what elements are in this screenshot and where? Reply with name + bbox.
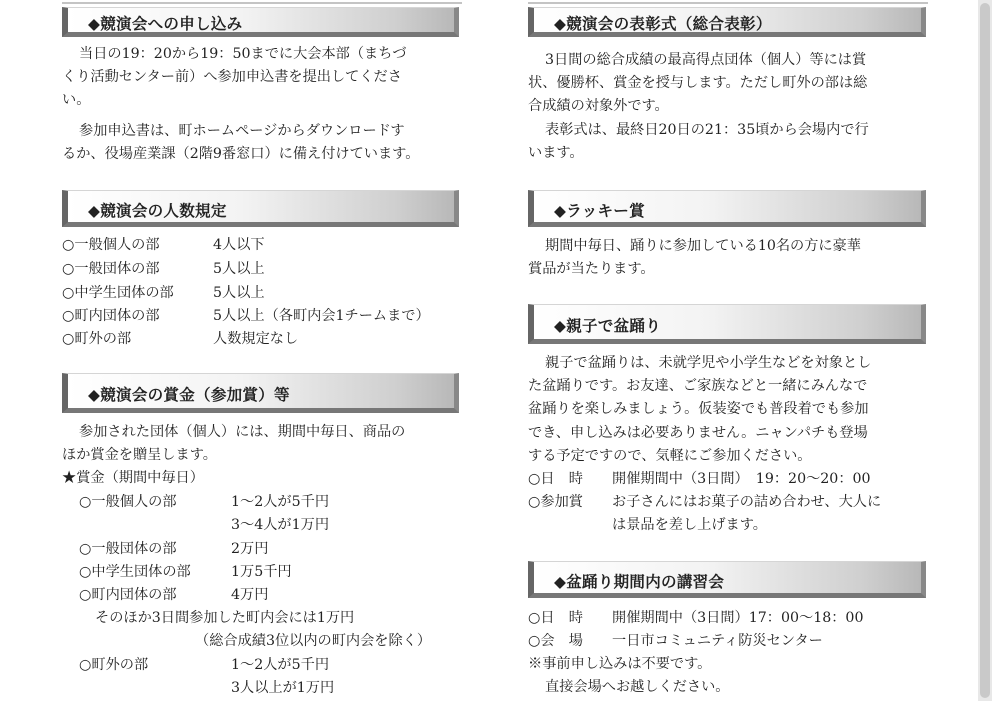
note-line: 直接会場へお越しください。 [545,679,730,695]
list-item [528,468,928,490]
paragraph-line: 期間中毎日、踊りに参加している10名の方に豪華 [545,238,861,254]
vertical-scrollbar[interactable] [978,0,992,701]
list-item [79,538,459,560]
item-value: は景品を差し上げます。 [612,517,767,533]
item-label: ○日 時 [528,471,583,487]
list-item [62,258,462,280]
subheading: ★賞金（期間中毎日） [62,470,204,486]
item-value: 2万円 [231,541,269,557]
paragraph-line: 状、優勝杯、賞金を授与します。ただし町外の部は総 [528,75,868,91]
section-header-headcount [62,190,459,227]
item-value: 5人以上 [213,261,265,277]
section-header-lucky [528,190,926,227]
item-label: ○中学生団体の部 [79,564,191,580]
section-title: ◆盆踊り期間内の講習会 [554,573,725,591]
top-divider [528,0,928,4]
list-item [62,328,462,350]
list-item [528,491,928,513]
top-divider [62,0,462,4]
item-label: ○町外の部 [79,657,149,673]
paragraph-line: 参加申込書は、町ホームページからダウンロードす [79,123,405,139]
item-label: ○町内団体の部 [79,587,177,603]
section-header-workshop [528,561,926,598]
note-line: （総合成績3位以内の町内会を除く） [195,633,432,649]
item-value: 3人以上が1万円 [231,680,335,696]
item-value: 4万円 [231,587,269,603]
item-label: ○中学生団体の部 [62,285,174,301]
paragraph-line: た盆踊りです。お友達、ご家族などと一緒にみんなで [528,378,868,394]
note-line: ※事前申し込みは不要です。 [528,656,712,672]
list-item [79,584,459,606]
list-item [79,654,459,676]
item-value: 1～2人が5千円 [231,494,330,510]
section-title: ◆親子で盆踊り [554,317,662,335]
item-value: 1万5千円 [231,564,292,580]
item-value: 開催期間中（3日間） 19：20～20：00 [612,471,871,487]
paragraph-line: 表彰式は、最終日20日の21：35頃から会場内で行 [545,122,869,138]
paragraph-line: 盆踊りを楽しみましょう。仮装姿でも普段着でも参加 [528,401,869,417]
item-value: 開催期間中（3日間）17：00～18：00 [612,610,864,626]
item-value: お子さんにはお菓子の詰め合わせ、大人に [612,494,882,510]
item-label: ○町内団体の部 [62,308,160,324]
section-header-award [528,7,926,37]
list-item [79,491,459,513]
item-value: 5人以上 [213,285,265,301]
section-header-family [528,304,926,344]
list-item [528,630,928,652]
section-title: ◆ラッキー賞 [554,202,645,220]
item-label: ○日 時 [528,610,583,626]
item-label: ○町外の部 [62,331,132,347]
item-value: 4人以下 [213,237,265,253]
paragraph-line: 賞品が当たります。 [528,261,655,277]
paragraph-line: 当日の19：20から19：50までに大会本部（まちづ [79,46,407,62]
item-label: ○一般団体の部 [62,261,160,277]
item-value: 3～4人が1万円 [231,517,330,533]
item-label: ○一般個人の部 [62,237,160,253]
paragraph-line: 合成績の対象外です。 [528,98,669,114]
paragraph-line: い。 [62,92,91,108]
paragraph-line: 参加された団体（個人）には、期間中毎日、商品の [79,424,406,440]
scrollbar-thumb[interactable] [980,3,990,698]
section-header-application [62,7,459,37]
paragraph-line: 親子で盆踊りは、未就学児や小学生などを対象とし [545,355,872,371]
item-label: ○一般団体の部 [79,541,177,557]
item-value: 1～2人が5千円 [231,657,330,673]
section-title: ◆競演会の賞金（参加賞）等 [88,386,290,404]
list-item [62,305,462,327]
paragraph-line: 3日間の総合成績の最高得点団体（個人）等には賞 [545,52,867,68]
paragraph-line: する予定ですので、気軽にご参加ください。 [528,448,812,464]
section-title: ◆競演会への申し込み [88,15,243,33]
item-value: 5人以上（各町内会1チームまで） [213,308,430,324]
section-title: ◆競演会の人数規定 [88,202,227,220]
paragraph-line: でき、申し込みは必要ありません。ニャンパチも登場 [528,425,868,441]
section-header-prize [62,373,459,413]
item-label: ○参加賞 [528,494,583,510]
item-label: ○会 場 [528,633,583,649]
list-item [79,561,459,583]
note-line: そのほか3日間参加した町内会には1万円 [95,610,355,626]
list-item [62,282,462,304]
item-label: ○一般個人の部 [79,494,177,510]
paragraph-line: います。 [528,145,584,161]
paragraph-line: くり活動センター前）へ参加申込書を提出してくださ [62,69,402,85]
item-value: 一日市コミュニティ防災センター [612,633,823,649]
list-item [528,607,928,629]
section-title: ◆競演会の表彰式（総合表彰） [554,15,772,33]
paragraph-line: るか、役場産業課（2階9番窓口）に備え付けています。 [62,146,420,162]
paragraph-line: ほか賞金を贈呈します。 [62,447,217,463]
item-value: 人数規定なし [213,331,299,347]
list-item [62,234,462,256]
